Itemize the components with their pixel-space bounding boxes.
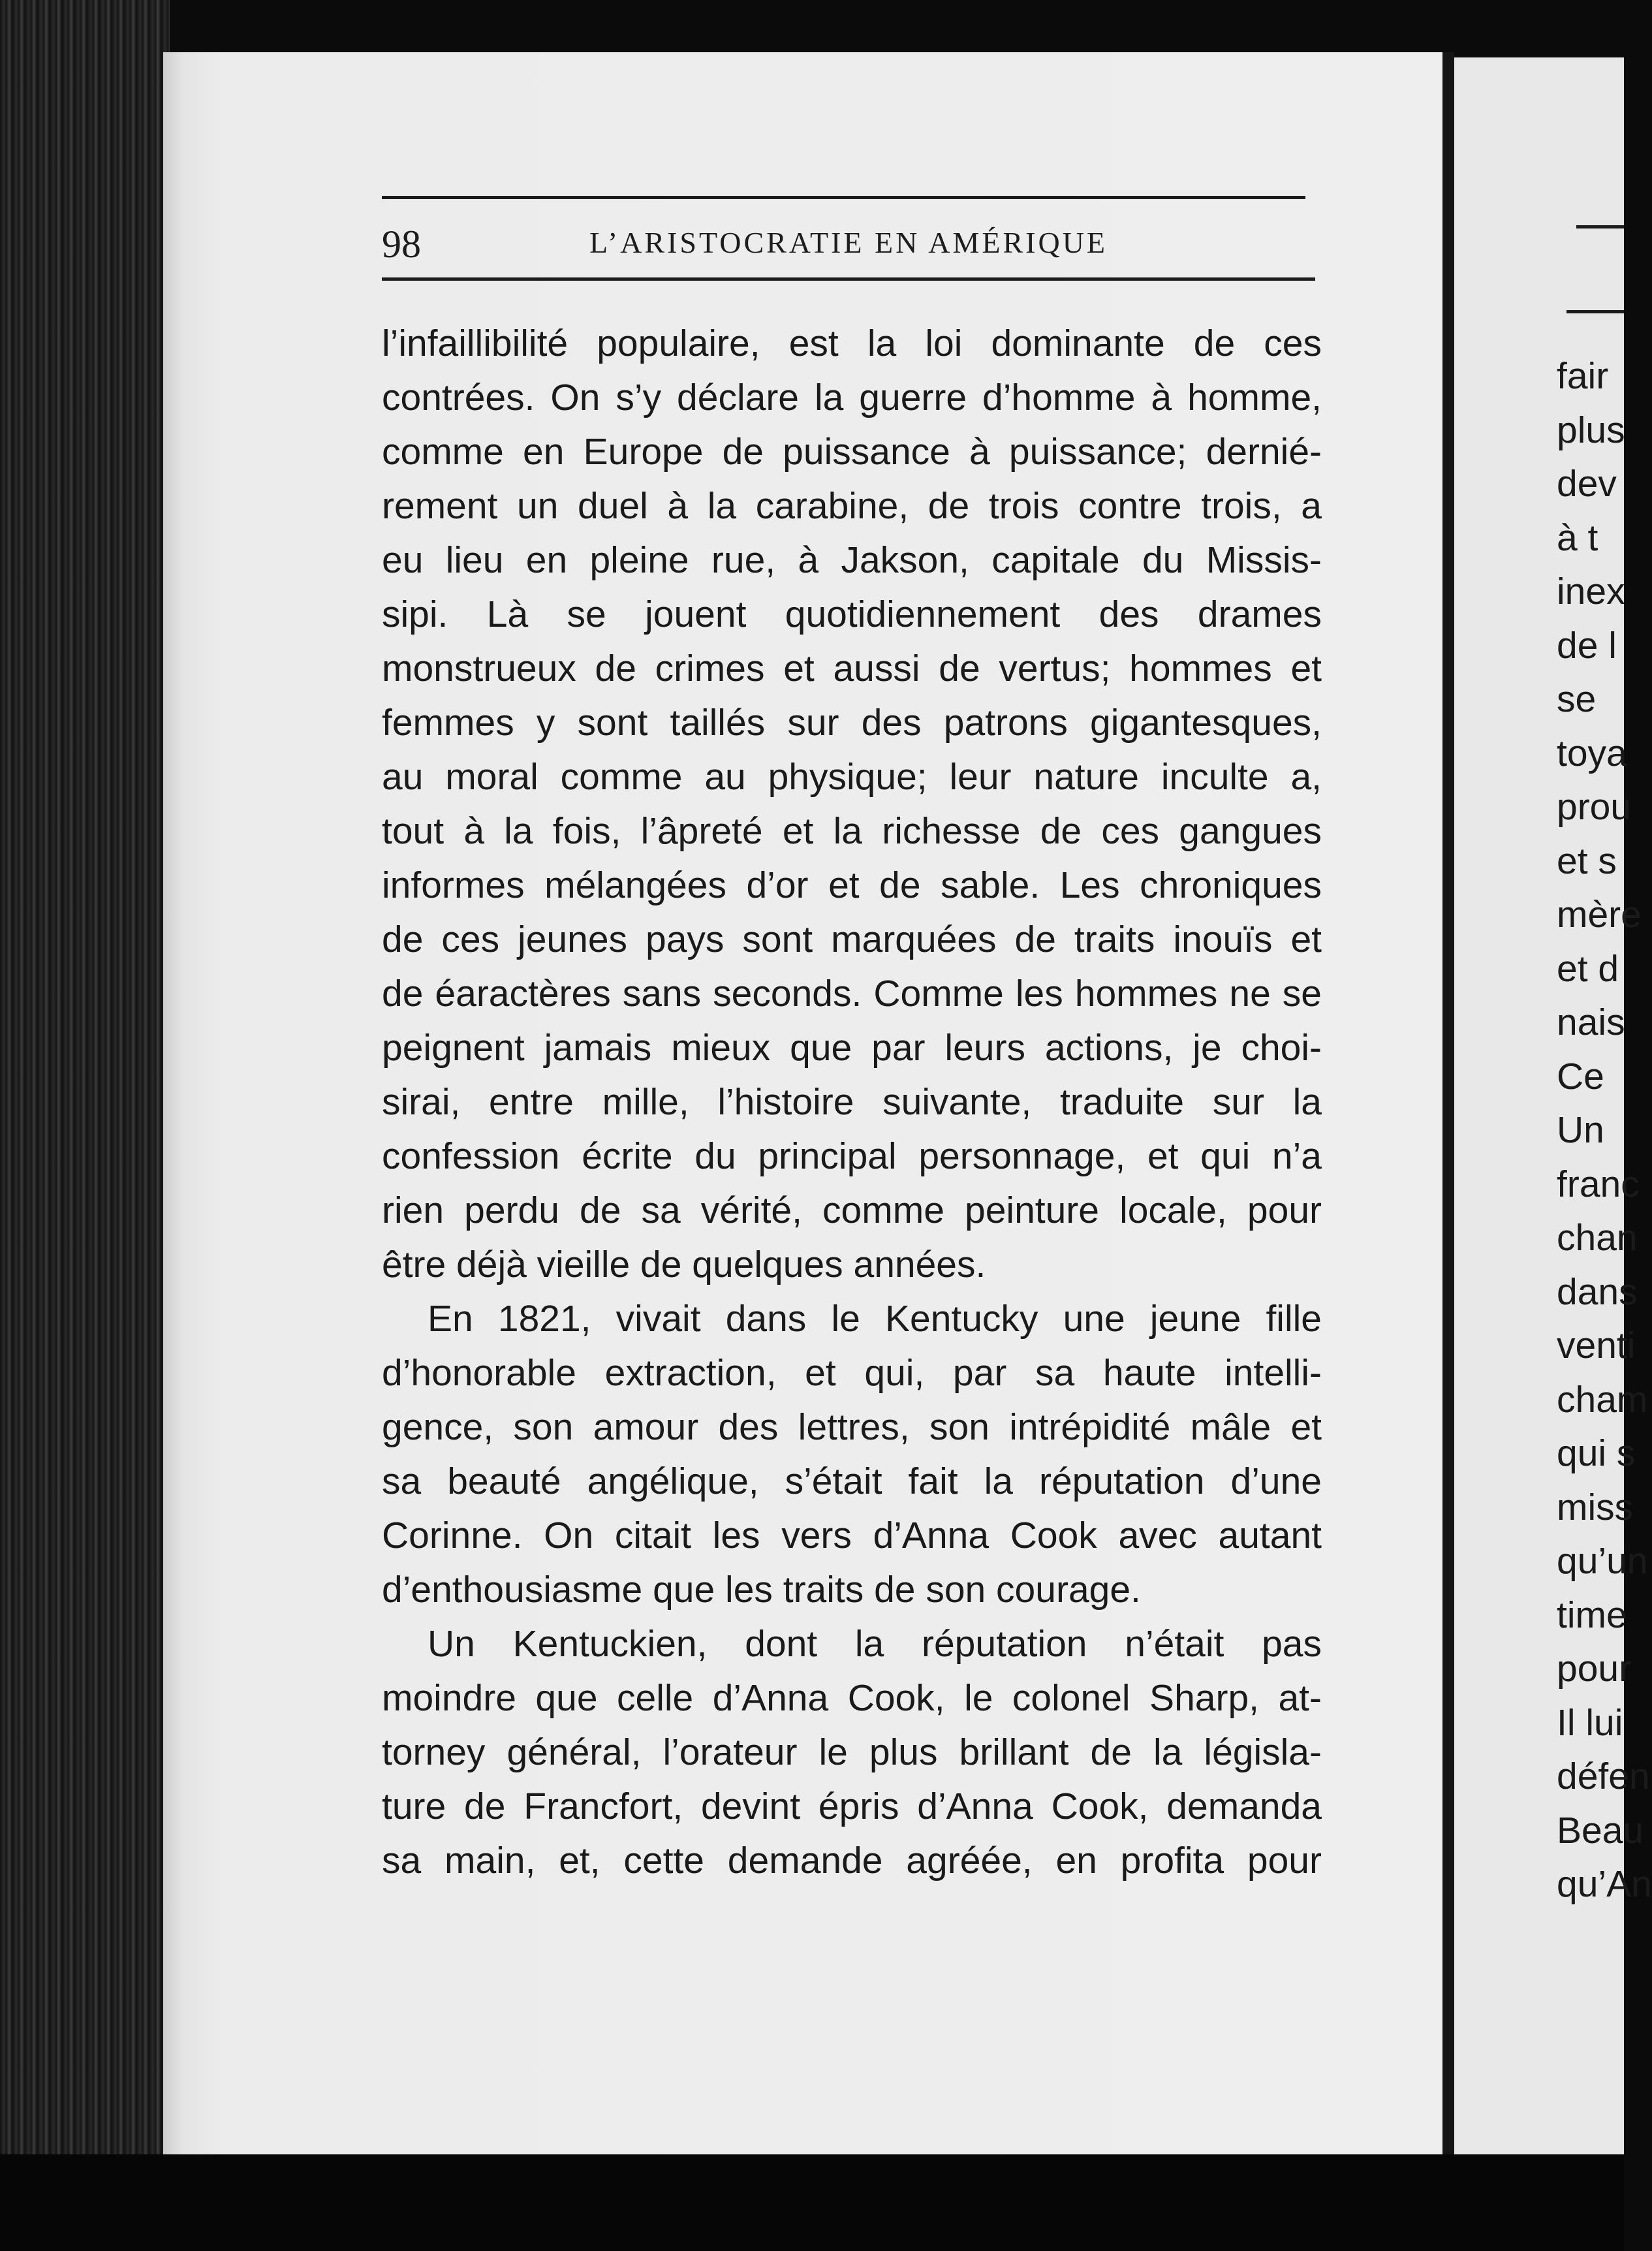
facing-line: time	[1557, 1594, 1627, 1636]
facing-line: prou	[1557, 786, 1632, 828]
facing-line: à t	[1557, 516, 1598, 559]
text-line: au moral comme au physique; leur nature inculte a,	[382, 756, 1322, 798]
text-line: d’honorable extraction, et qui, par sa haute intelli-	[382, 1352, 1322, 1394]
facing-line: mère	[1557, 894, 1642, 936]
facing-line: et d	[1557, 947, 1619, 990]
page-number: 98	[382, 223, 421, 266]
facing-line: fair	[1557, 355, 1609, 397]
header-rule-bottom	[382, 277, 1315, 281]
facing-line: franc	[1557, 1163, 1640, 1205]
facing-line: venti	[1557, 1325, 1636, 1366]
facing-line: de l	[1557, 624, 1617, 667]
text-line: peignent jamais mieux que par leurs actions, je choi-	[382, 1027, 1322, 1069]
text-line: informes mélangées d’or et de sable. Les chroniques	[382, 864, 1322, 906]
facing-header-rule-bottom	[1566, 310, 1624, 313]
facing-line: et s	[1557, 840, 1617, 882]
text-line: tout à la fois, l’âpreté et la richesse de ces gangues	[382, 810, 1322, 852]
facing-line: chan	[1557, 1217, 1638, 1259]
page-gutter	[1442, 52, 1454, 2154]
facing-line: Beau	[1557, 1809, 1644, 1851]
facing-line: Un	[1557, 1109, 1604, 1151]
facing-line: se	[1557, 678, 1597, 720]
text-line: En 1821, vivait dans le Kentucky une jeune fille	[428, 1298, 1322, 1340]
text-line: de ces jeunes pays sont marquées de traits inouïs et	[382, 919, 1322, 960]
facing-header-rule	[1576, 225, 1624, 228]
text-line: sa main, et, cette demande agréée, en profita pour	[382, 1840, 1322, 1881]
header-rule-top	[382, 196, 1305, 199]
text-line: monstrueux de crimes et aussi de vertus; hommes et	[382, 648, 1322, 689]
text-line: rement un duel à la carabine, de trois contre trois, a	[382, 485, 1322, 527]
facing-line: pour	[1557, 1648, 1632, 1690]
text-line: ture de Francfort, devint épris d’Anna Cook, demanda	[382, 1786, 1322, 1827]
scan-binding-edge	[0, 0, 170, 2251]
facing-line: toya	[1557, 732, 1627, 774]
main-text-block	[382, 317, 1322, 1888]
text-line: eu lieu en pleine rue, à Jakson, capitale du Missis-	[382, 539, 1322, 581]
text-line: Corinne. On citait les vers d’Anna Cook avec autant	[382, 1515, 1322, 1556]
text-line: moindre que celle d’Anna Cook, le colonel Sharp, at-	[382, 1677, 1322, 1719]
text-line: torney général, l’orateur le plus brillant de la législa-	[382, 1731, 1322, 1773]
text-line: sa beauté angélique, s’était fait la réputation d’une	[382, 1460, 1322, 1502]
facing-line: inex	[1557, 571, 1625, 612]
text-line: contrées. On s’y déclare la guerre d’homme à homme,	[382, 377, 1322, 418]
facing-line: Il lui	[1557, 1701, 1623, 1744]
scan-bottom-border	[0, 2154, 1624, 2251]
facing-line: dans	[1557, 1270, 1638, 1313]
facing-line: nais	[1557, 1001, 1625, 1043]
text-line: de éaractères sans seconds. Comme les hommes ne se	[382, 973, 1322, 1015]
facing-line: Ce	[1557, 1055, 1604, 1097]
text-line: être déjà vieille de quelques années.	[382, 1244, 986, 1285]
text-line: gence, son amour des lettres, son intrépidité mâle et	[382, 1406, 1322, 1448]
facing-line: défen	[1557, 1755, 1650, 1797]
text-line: confession écrite du principal personnage, et qui n’a	[382, 1135, 1322, 1177]
text-line: rien perdu de sa vérité, comme peinture locale, pour	[382, 1189, 1322, 1231]
text-line: comme en Europe de puissance à puissance; dernié-	[382, 431, 1322, 473]
text-line: l’infaillibilité populaire, est la loi dominante de ces	[382, 323, 1322, 364]
text-line: d’enthousiasme que les traits de son courage.	[382, 1569, 1141, 1611]
facing-line: qui s	[1557, 1432, 1636, 1474]
text-line: femmes y sont taillés sur des patrons gigantesques,	[382, 702, 1322, 744]
facing-line: qu’An	[1557, 1863, 1652, 1905]
facing-line: plus	[1557, 409, 1625, 451]
facing-page-text	[1557, 349, 1652, 1912]
running-title: L’ARISTOCRATIE EN AMÉRIQUE	[589, 226, 1108, 259]
facing-line: qu’un	[1557, 1540, 1648, 1582]
text-line: sirai, entre mille, l’histoire suivante, traduite sur la	[382, 1081, 1322, 1123]
facing-line: dev	[1557, 463, 1617, 505]
facing-line: miss	[1557, 1486, 1634, 1528]
text-line: Un Kentuckien, dont la réputation n’était pas	[428, 1623, 1322, 1665]
facing-line: cham	[1557, 1378, 1648, 1421]
text-line: sipi. Là se jouent quotidiennement des drames	[382, 593, 1322, 635]
